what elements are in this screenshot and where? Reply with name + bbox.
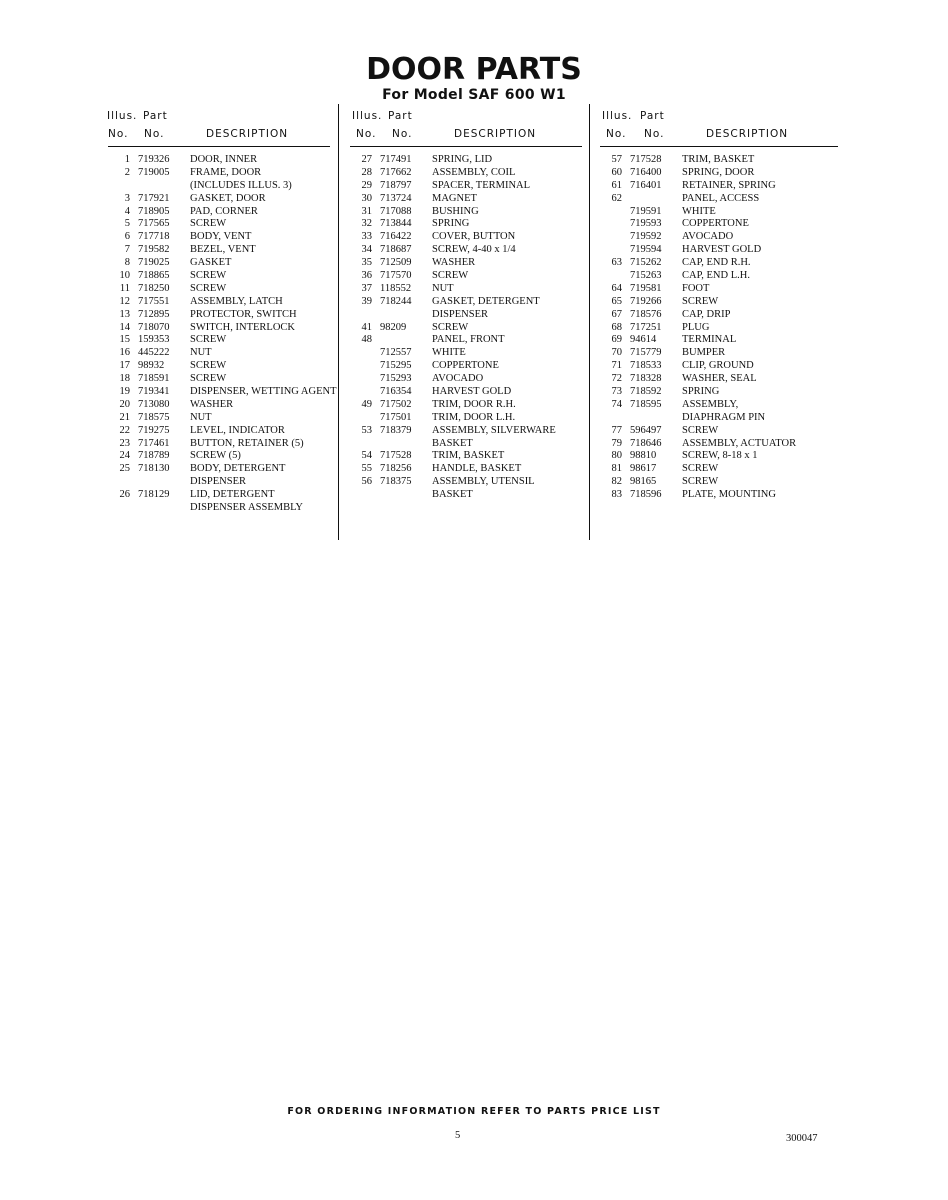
part-no: 715295 [380,360,412,372]
part-no: 718130 [138,463,170,475]
description: SCREW [682,463,719,475]
part-no: 717502 [380,398,412,410]
header-illus: Illus. [602,110,633,122]
part-no: 712557 [380,347,412,359]
part-no: 719592 [630,231,662,243]
part-no: 718596 [630,489,662,501]
illus-no: 35 [361,257,372,269]
part-no: 719593 [630,218,662,230]
illus-no: 4 [124,205,130,217]
illus-no: 72 [611,373,622,385]
header-illus: Illus. [352,110,383,122]
part-no: 718129 [138,489,170,501]
illus-no: 30 [361,192,372,204]
illus-no: 10 [119,270,130,282]
description: BODY, VENT [190,231,252,243]
illus-no: 27 [361,154,372,165]
illus-no: 53 [361,424,372,436]
part-no: 718575 [138,411,170,423]
description: SCREW [190,270,227,282]
description: SPACER, TERMINAL [432,179,531,191]
ordering-note: FOR ORDERING INFORMATION REFER TO PARTS PRICE LIST [287,1106,661,1117]
part-no: 718797 [380,179,412,191]
description: BUSHING [432,205,479,217]
description: GASKET [190,257,232,269]
description: LEVEL, INDICATOR [190,424,285,436]
illus-no: 20 [119,398,130,410]
illus-no: 56 [361,476,372,488]
description: SCREW [190,373,227,385]
description: CAP, END L.H. [682,270,750,282]
document-number: 300047 [786,1133,818,1144]
column-header [600,108,840,148]
description: SCREW, 4-40 x 1/4 [432,244,516,256]
part-no: 717528 [380,450,412,462]
part-no: 718646 [630,437,662,449]
description: BASKET [432,489,473,501]
part-no: 719581 [630,282,662,294]
description: PLATE, MOUNTING [682,489,776,501]
description: ASSEMBLY, ACTUATOR [682,437,797,449]
header-no-part: No. [644,128,665,140]
description: CLIP, GROUND [682,360,754,372]
illus-no: 67 [611,308,622,320]
description: WASHER, SEAL [682,373,757,385]
header-no-illus: No. [108,128,129,140]
illus-no: 49 [361,398,372,410]
description: WHITE [432,347,466,359]
description: PANEL, ACCESS [682,192,760,204]
part-no: 98810 [630,450,657,462]
illus-no: 28 [361,166,372,178]
illus-no: 81 [611,463,622,475]
illus-no: 19 [119,386,130,398]
part-no: 713080 [138,398,170,410]
description: HARVEST GOLD [432,386,512,398]
description: DOOR, INNER [190,154,258,165]
part-no: 717491 [380,154,412,165]
illus-no: 11 [119,282,130,294]
description: CAP, DRIP [682,308,731,320]
illus-no: 69 [611,334,622,346]
description: DIAPHRAGM PIN [682,411,766,423]
illus-no: 17 [119,360,130,372]
part-no: 719025 [138,257,170,269]
description: SCREW [682,424,719,436]
illus-no: 80 [611,450,622,462]
illus-no: 71 [611,360,622,372]
part-no: 718328 [630,373,662,385]
description: ASSEMBLY, [682,398,739,410]
part-no: 712509 [380,257,412,269]
description: FOOT [682,282,710,294]
illus-no: 65 [611,295,622,307]
header-description: DESCRIPTION [206,128,289,140]
parts-column-3 [600,108,840,501]
part-no: 717718 [138,231,170,243]
description: SPRING, DOOR [682,166,755,178]
illus-no: 34 [361,244,372,256]
description: HARVEST GOLD [682,244,762,256]
illus-no: 55 [361,463,372,475]
illus-no: 41 [361,321,372,333]
description: RETAINER, SPRING [682,179,776,191]
description: COPPERTONE [432,360,499,372]
description: AVOCADO [682,231,734,243]
part-no: 715293 [380,373,412,385]
description: SPRING, LID [432,154,493,165]
header-part: Part [143,110,168,122]
part-no: 717528 [630,154,662,165]
description: NUT [432,282,454,294]
illus-no: 13 [119,308,130,320]
illus-no: 64 [611,282,622,294]
illus-no: 54 [361,450,372,462]
illus-no: 29 [361,179,372,191]
parts-column-2 [350,108,582,501]
column-header [350,108,582,148]
description: AVOCADO [432,373,484,385]
header-part: Part [640,110,665,122]
illus-no: 23 [119,437,130,449]
illus-no: 79 [611,437,622,449]
part-no: 717461 [138,437,170,449]
illus-no: 21 [119,411,130,423]
header-description: DESCRIPTION [706,128,789,140]
illus-no: 32 [361,218,372,230]
illus-no: 63 [611,257,622,269]
description: BEZEL, VENT [190,244,256,256]
description: NUT [190,347,212,359]
description: ASSEMBLY, COIL [432,166,516,178]
description: DISPENSER [432,308,489,320]
description: ASSEMBLY, UTENSIL [432,476,535,488]
description: LID, DETERGENT [190,489,275,501]
part-no: 718375 [380,476,412,488]
description: BUTTON, RETAINER (5) [190,437,304,449]
header-part: Part [388,110,413,122]
part-no: 716400 [630,166,662,178]
description: HANDLE, BASKET [432,463,522,475]
part-no: 718595 [630,398,662,410]
part-no: 718789 [138,450,170,462]
parts-column-1 [107,108,337,514]
illus-no: 26 [119,489,130,501]
description: BODY, DETERGENT [190,463,286,475]
header-rule [108,146,330,147]
part-no: 98932 [138,360,165,372]
part-no: 717570 [380,270,412,282]
part-no: 715263 [630,270,662,282]
part-no: 159353 [138,334,170,346]
part-no: 716422 [380,231,412,243]
illus-no: 57 [611,154,622,165]
illus-no: 68 [611,321,622,333]
illus-no: 15 [119,334,130,346]
part-no: 718379 [380,424,412,436]
illus-no: 6 [124,231,130,243]
page-title: DOOR PARTS [366,52,582,87]
description: SCREW (5) [190,450,241,462]
illus-no: 37 [361,282,372,294]
description: SCREW, 8-18 x 1 [682,450,758,462]
part-no: 719594 [630,244,662,256]
illus-no: 24 [119,450,130,462]
part-no: 716354 [380,386,412,398]
part-no: 719266 [630,295,662,307]
illus-no: 70 [611,347,622,359]
description: TRIM, DOOR L.H. [432,411,516,423]
description: PROTECTOR, SWITCH [190,308,297,320]
illus-no: 8 [124,257,130,269]
part-no: 717088 [380,205,412,217]
illus-no: 5 [124,218,130,230]
illus-no: 14 [119,321,130,333]
illus-no: 1 [124,154,130,165]
description: PLUG [682,321,710,333]
illus-no: 3 [124,192,130,204]
part-no: 719582 [138,244,170,256]
description: TERMINAL [682,334,737,346]
part-no: 98209 [380,321,407,333]
description: COVER, BUTTON [432,231,516,243]
description: PANEL, FRONT [432,334,505,346]
part-no: 719005 [138,166,170,178]
illus-no: 77 [611,424,622,436]
illus-no: 2 [124,166,130,178]
description: ASSEMBLY, LATCH [190,295,283,307]
description: MAGNET [432,192,477,204]
illus-no: 22 [119,424,130,436]
part-no: 98165 [630,476,657,488]
part-no: 719591 [630,205,662,217]
part-no: 718250 [138,282,170,294]
description: COPPERTONE [682,218,749,230]
description: WHITE [682,205,716,217]
illus-no: 12 [119,295,130,307]
part-no: 718905 [138,205,170,217]
description: DISPENSER ASSEMBLY [190,502,304,514]
header-no-illus: No. [356,128,377,140]
part-no: 716401 [630,179,662,191]
illus-no: 74 [611,398,622,410]
part-no: 118552 [380,282,412,294]
description: GASKET, DOOR [190,192,266,204]
part-no: 713844 [380,218,412,230]
part-no: 717921 [138,192,170,204]
description: SWITCH, INTERLOCK [190,321,295,333]
description: DISPENSER [190,476,247,488]
part-no: 715779 [630,347,662,359]
description: SCREW [190,218,227,230]
illus-no: 60 [611,166,622,178]
header-illus: Illus. [107,110,138,122]
description: SPRING [682,386,720,398]
part-no: 596497 [630,424,662,436]
illus-no: 36 [361,270,372,282]
description: PAD, CORNER [190,205,258,217]
part-no: 719326 [138,154,170,165]
description: SCREW [190,282,227,294]
part-no: 713724 [380,192,412,204]
description: NUT [190,411,212,423]
part-no: 718256 [380,463,412,475]
illus-no: 62 [611,192,622,204]
header-no-illus: No. [606,128,627,140]
header-description: DESCRIPTION [454,128,537,140]
part-no: 718687 [380,244,412,256]
illus-no: 16 [119,347,130,359]
header-rule [600,146,838,147]
description: BUMPER [682,347,726,359]
description: ASSEMBLY, SILVERWARE [432,424,556,436]
description: TRIM, BASKET [432,450,505,462]
part-no: 718244 [380,295,412,307]
description: SCREW [432,321,469,333]
header-rule [350,146,582,147]
header-no-part: No. [144,128,165,140]
part-no: 717565 [138,218,170,230]
description: WASHER [432,257,476,269]
description: WASHER [190,398,234,410]
description: TRIM, DOOR R.H. [432,398,516,410]
description: DISPENSER, WETTING AGENT [190,386,337,398]
part-no: 98617 [630,463,657,475]
description: TRIM, BASKET [682,154,755,165]
part-no: 717551 [138,295,170,307]
illus-no: 48 [361,334,372,346]
description: SCREW [682,476,719,488]
page-subtitle: For Model SAF 600 W1 [382,87,566,103]
part-no: 718592 [630,386,662,398]
description: FRAME, DOOR [190,166,262,178]
part-no: 718865 [138,270,170,282]
description: SCREW [190,360,227,372]
part-no: 719341 [138,386,170,398]
part-no: 445222 [138,347,170,359]
description: CAP, END R.H. [682,257,751,269]
description: SCREW [190,334,227,346]
description: BASKET [432,437,473,449]
description: GASKET, DETERGENT [432,295,540,307]
page-number: 5 [455,1130,461,1141]
illus-no: 33 [361,231,372,243]
part-no: 718591 [138,373,170,385]
part-no: 717662 [380,166,412,178]
part-no: 718533 [630,360,662,372]
illus-no: 7 [124,244,130,256]
illus-no: 83 [611,489,622,501]
illus-no: 82 [611,476,622,488]
part-no: 718576 [630,308,662,320]
column-divider [338,104,339,540]
part-no: 718070 [138,321,170,333]
description: SPRING [432,218,470,230]
illus-no: 73 [611,386,622,398]
part-no: 715262 [630,257,662,269]
part-no: 94614 [630,334,657,346]
header-no-part: No. [392,128,413,140]
description: SCREW [682,295,719,307]
illus-no: 31 [361,205,372,217]
part-no: 712895 [138,308,170,320]
illus-no: 25 [119,463,130,475]
illus-no: 61 [611,179,622,191]
illus-no: 18 [119,373,130,385]
description: (INCLUDES ILLUS. 3) [190,179,292,191]
illus-no: 39 [361,295,372,307]
column-divider [589,104,590,540]
part-no: 717251 [630,321,662,333]
part-no: 719275 [138,424,170,436]
column-header [108,108,332,148]
part-no: 717501 [380,411,412,423]
description: SCREW [432,270,469,282]
